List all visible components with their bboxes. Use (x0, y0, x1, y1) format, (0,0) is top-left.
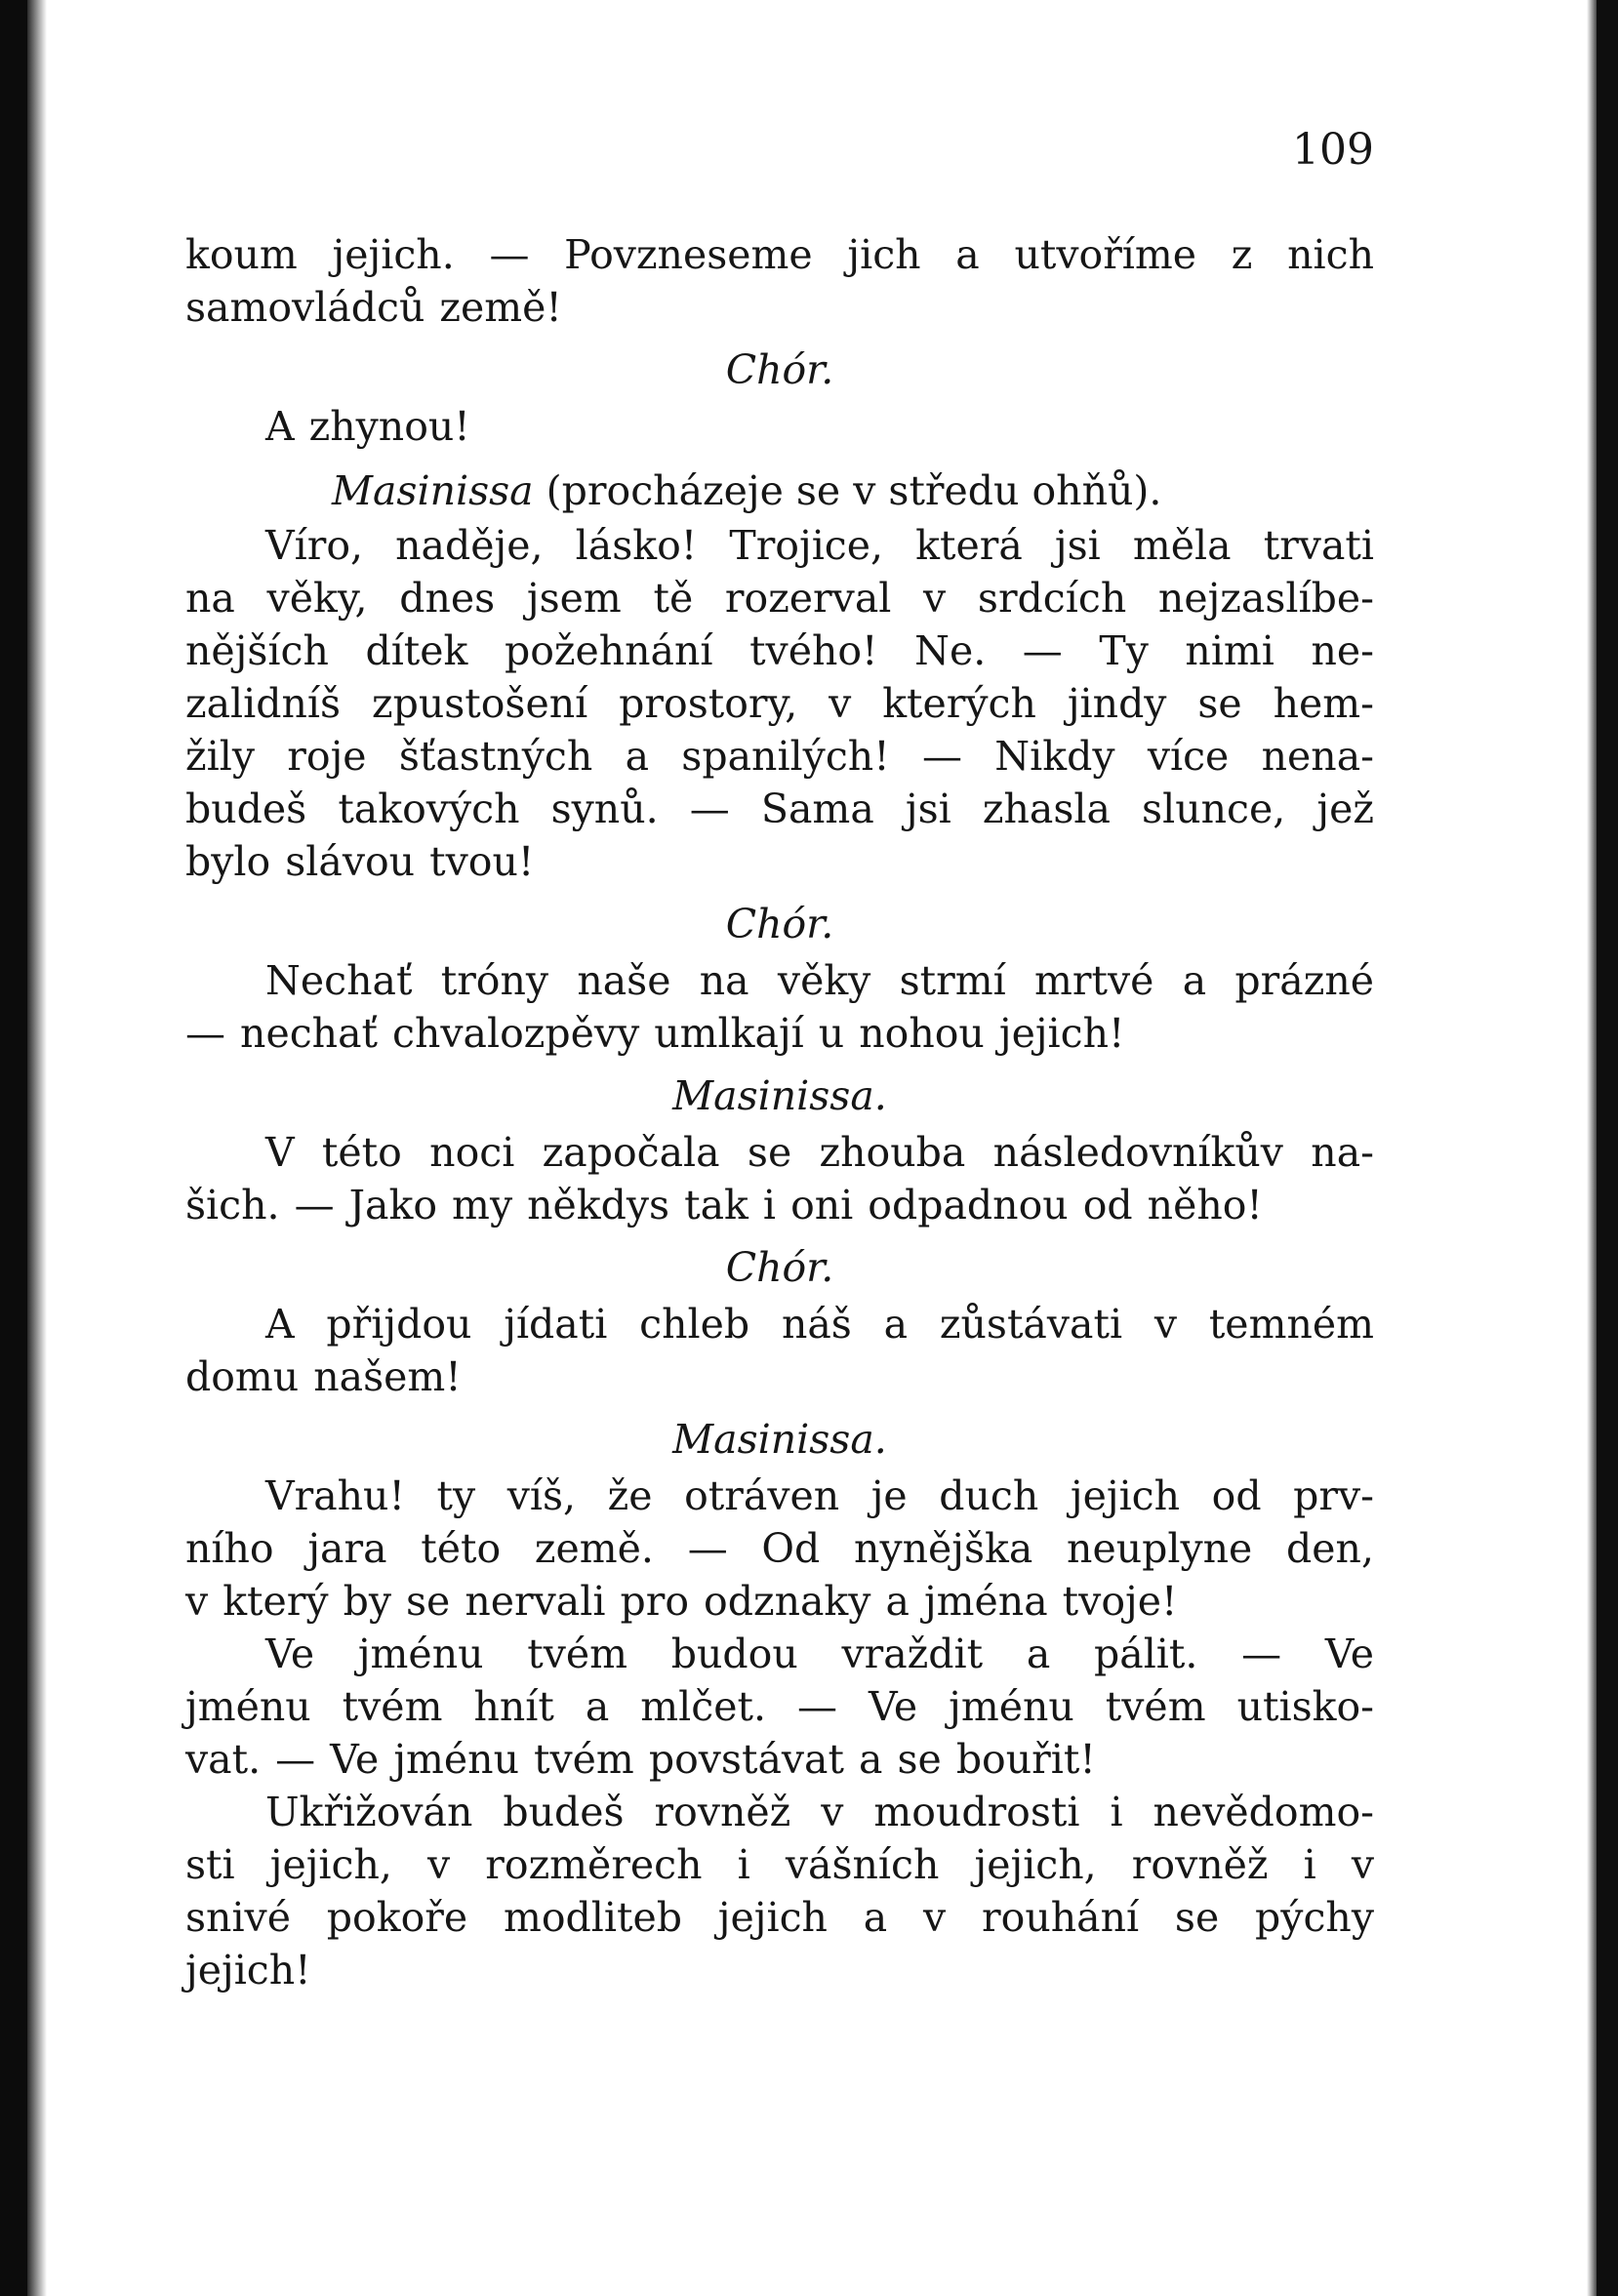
paragraph (185, 954, 1374, 1060)
text-line: Ve jménu tvém budou vraždit a pálit. — Ve (265, 1631, 1374, 1677)
paragraph (185, 1298, 1374, 1403)
text-line: na věky, dnes jsem tě rozerval v srdcích nejzaslíbe- (185, 575, 1374, 622)
speaker-heading: Chór. (725, 1244, 834, 1291)
text-line: zalidníš zpustošení prostory, v kterých jindy se hem- (185, 680, 1374, 727)
speaker-heading: Masinissa. (672, 1416, 887, 1463)
speaker-heading: Chór. (725, 346, 834, 393)
speaker-heading: Masinissa. (672, 1072, 887, 1119)
text-line: Nechať tróny naše na věky strmí mrtvé a prázné (265, 957, 1374, 1004)
text-line: bylo slávou tvou! (185, 838, 535, 885)
text-line: Vrahu! ty víš, že otráven je duch jejich od prv- (265, 1472, 1374, 1519)
text-line: domu našem! (185, 1353, 462, 1400)
right-scan-shadow (1587, 0, 1597, 2296)
text-column (185, 228, 1374, 1996)
text-line: A zhynou! (265, 403, 470, 450)
speaker-name: Masinissa (332, 467, 534, 514)
text-line: šich. — Jako my někdys tak i oni odpadnou od něho! (185, 1182, 1263, 1229)
text-line: v který by se nervali pro odznaky a jména tvoje! (185, 1578, 1178, 1625)
text-line: budeš takových synů. — Sama jsi zhasla slunce, jež (185, 785, 1374, 832)
paragraph (185, 1628, 1374, 1786)
paragraph (185, 519, 1374, 888)
text-line: jejich! (185, 1947, 311, 1994)
paragraph (185, 228, 1374, 334)
paragraph (185, 1126, 1374, 1231)
text-line: Ukřižován budeš rovněž v moudrosti i nevědomo- (265, 1789, 1374, 1835)
page-number: 109 (1292, 125, 1374, 175)
speaker-heading-with-direction (185, 464, 1374, 517)
left-scan-border (0, 0, 27, 2296)
stage-direction: (procházeje se v středu ohňů). (546, 467, 1162, 514)
paragraph (185, 400, 1374, 453)
text-line: samovládců země! (185, 284, 562, 331)
right-scan-border (1597, 0, 1618, 2296)
text-line: vat. — Ve jménu tvém povstávat a se bouřit! (185, 1736, 1096, 1783)
text-line: koum jejich. — Povzneseme jich a utvoříme z nich (185, 231, 1374, 278)
paragraph (185, 1470, 1374, 1628)
text-line: sti jejich, v rozměrech i vášních jejich, rovněž i v (185, 1841, 1374, 1888)
text-line: ního jara této země. — Od nynějška neuplyne den, (185, 1525, 1374, 1572)
text-line: V této noci započala se zhouba následovníkův na- (265, 1129, 1374, 1176)
text-line: snivé pokoře modliteb jejich a v rouhání se pýchy (185, 1894, 1374, 1941)
speaker-heading: Chór. (725, 901, 834, 947)
text-line: nějších dítek požehnání tvého! Ne. — Ty nimi ne- (185, 627, 1374, 674)
text-line: A přijdou jídati chleb náš a zůstávati v temném (265, 1301, 1374, 1348)
text-line: žily roje šťastných a spanilých! — Nikdy více nena- (185, 733, 1374, 780)
text-line: — nechať chvalozpěvy umlkají u nohou jejich! (185, 1010, 1125, 1057)
text-line: Víro, naděje, lásko! Trojice, která jsi měla trvati (265, 522, 1374, 569)
text-line: jménu tvém hnít a mlčet. — Ve jménu tvém utisko- (185, 1683, 1374, 1730)
paragraph (185, 1786, 1374, 1996)
left-scan-shadow (27, 0, 47, 2296)
